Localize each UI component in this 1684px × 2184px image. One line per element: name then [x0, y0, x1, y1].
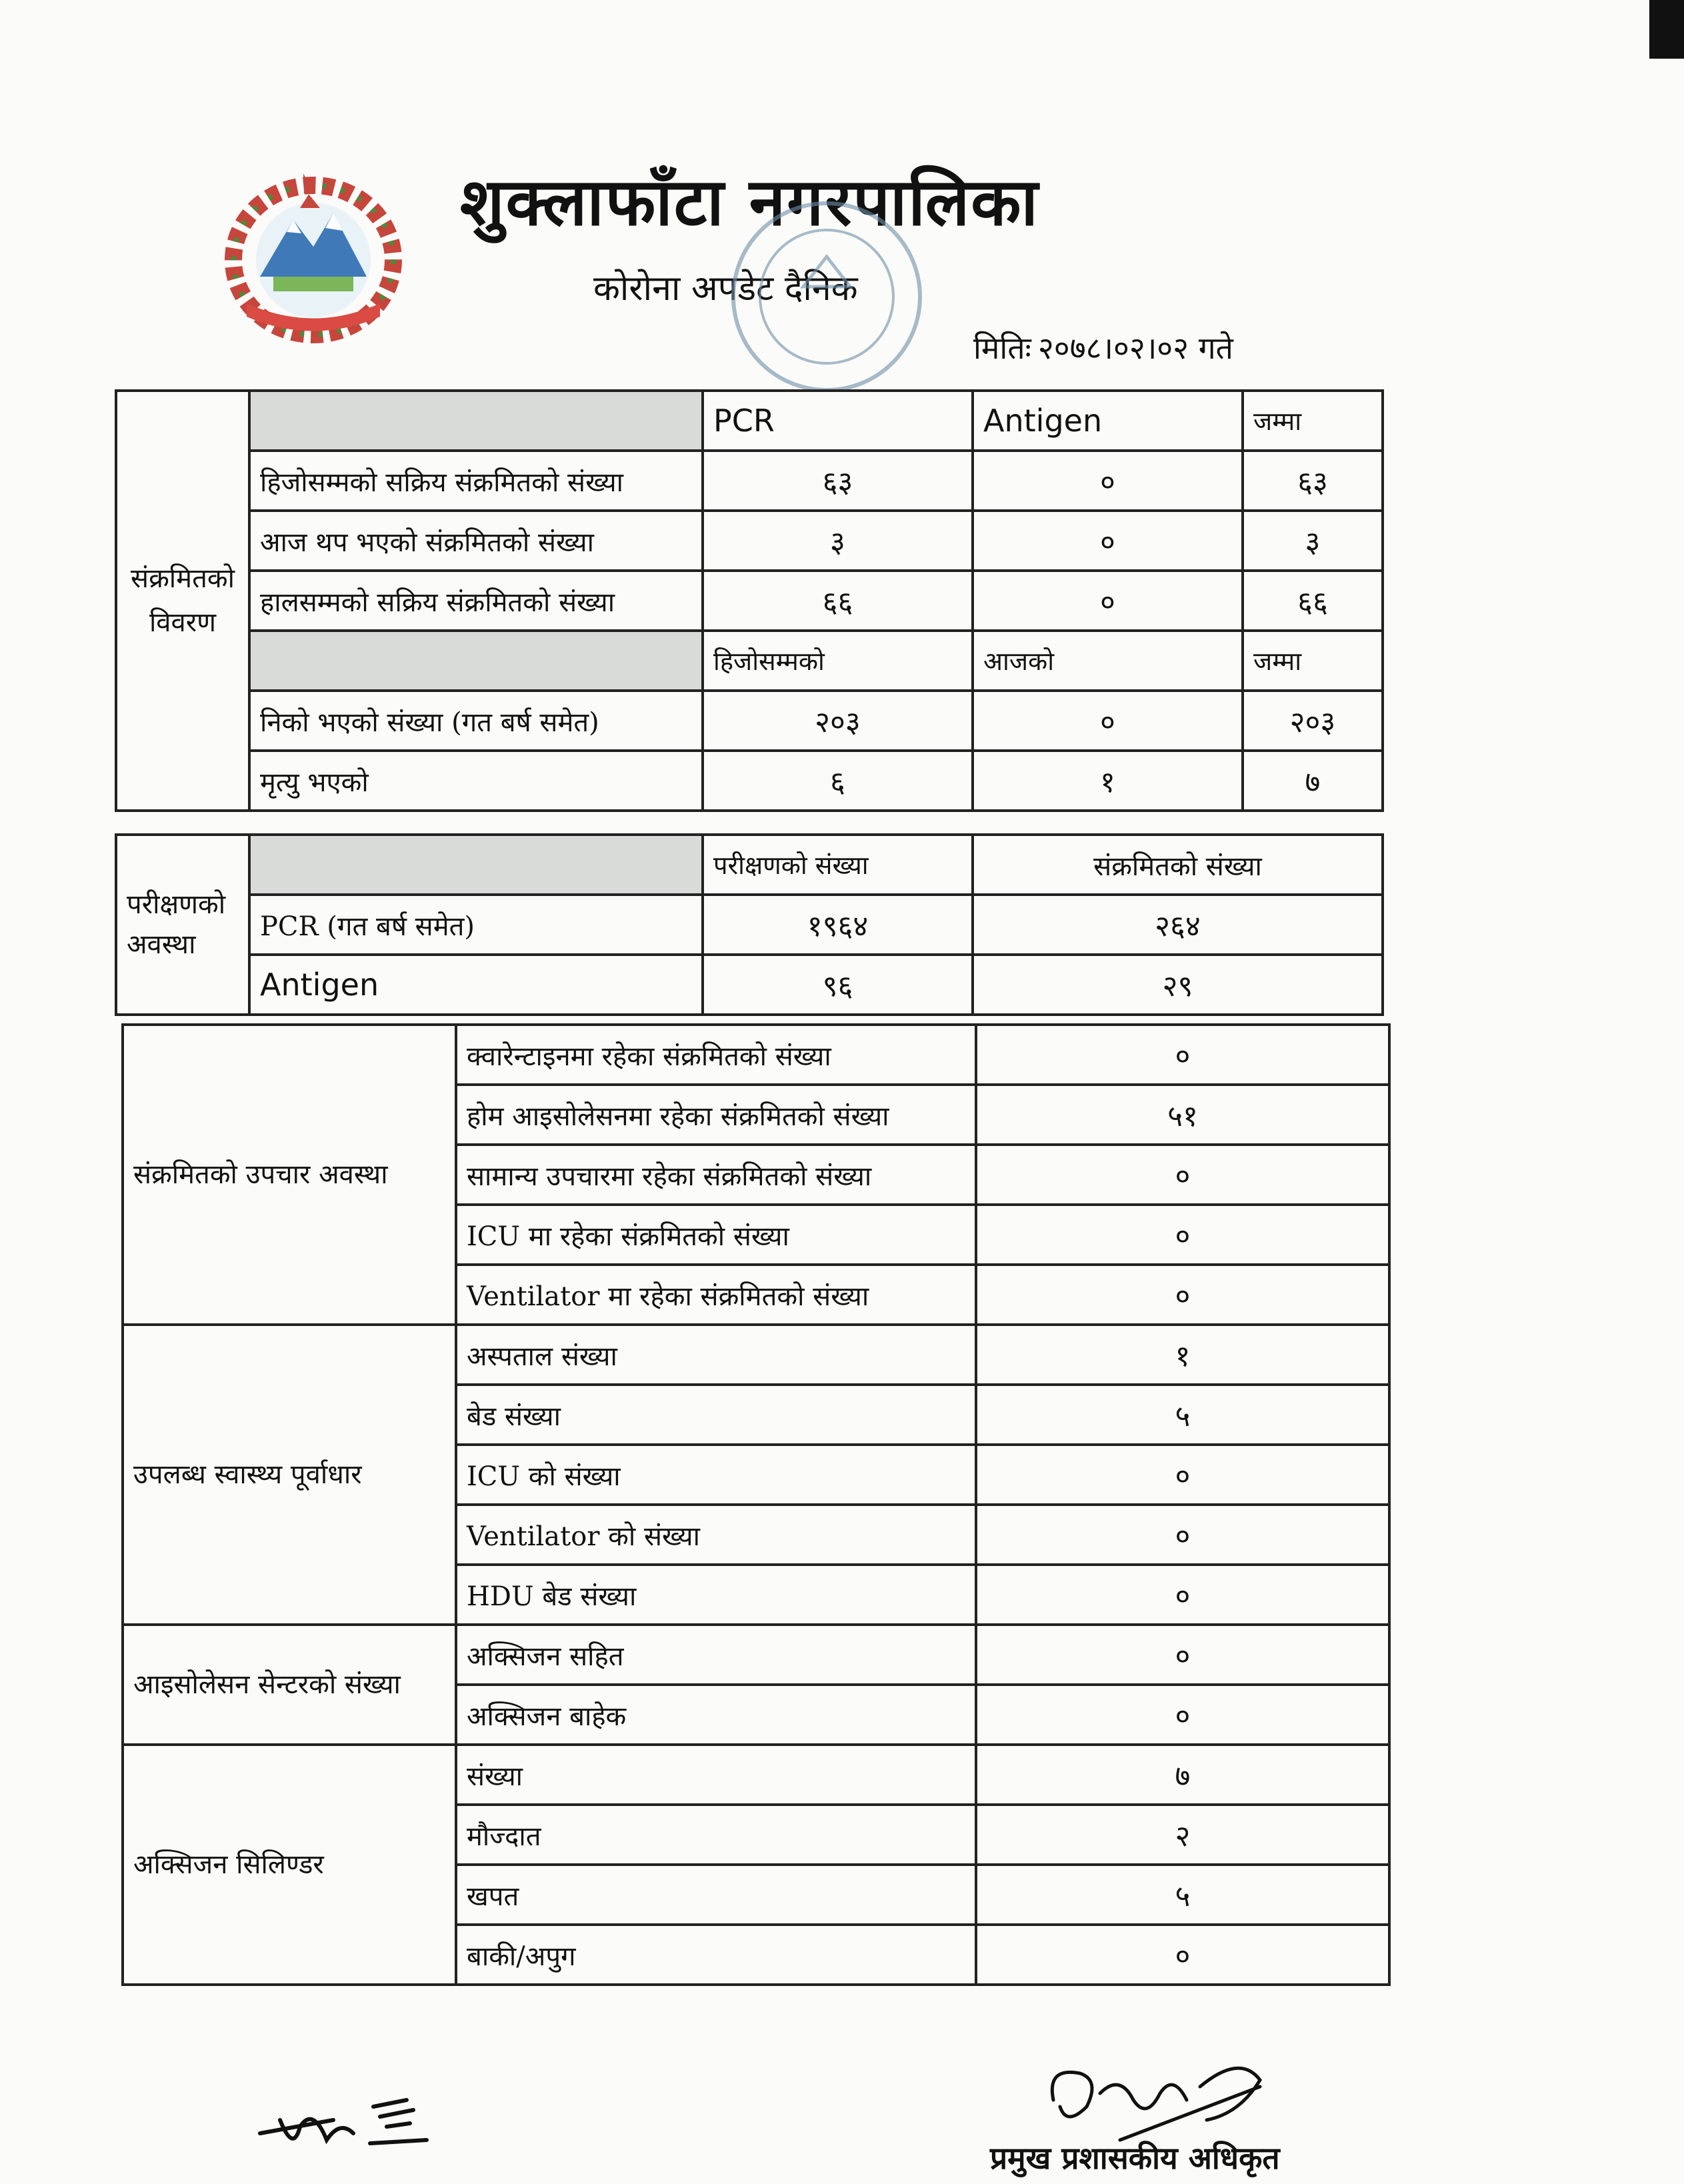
- total-value: २०३: [1243, 691, 1383, 751]
- row-value: ०: [976, 1445, 1389, 1505]
- table-row: [116, 751, 1383, 811]
- blank-header-cell: [249, 391, 703, 451]
- office-stamp-icon: [723, 193, 930, 400]
- group-label: संक्रमितको विवरण: [116, 391, 249, 811]
- col-header-total: जम्मा: [1243, 631, 1383, 691]
- testing-status-table: [115, 833, 1384, 1016]
- table-row: [116, 691, 1383, 751]
- section-label: संक्रमितको उपचार अवस्था: [123, 1025, 456, 1325]
- yesterday-value: ६: [703, 751, 973, 811]
- group-label: परीक्षणको अवस्था: [116, 835, 249, 1015]
- table-row: [116, 391, 1383, 451]
- pcr-value: ६३: [703, 451, 973, 511]
- pcr-value: ३: [703, 511, 973, 571]
- row-label: मौज्दात: [456, 1805, 976, 1865]
- row-value: ५१: [976, 1085, 1389, 1145]
- row-value: ०: [976, 1925, 1389, 1985]
- row-label: हालसम्मको सक्रिय संक्रमितको संख्या: [249, 571, 703, 631]
- table-row: [116, 895, 1383, 955]
- row-label: संख्या: [456, 1745, 976, 1805]
- total-value: ७: [1243, 751, 1383, 811]
- row-label: क्वारेन्टाइनमा रहेका संक्रमितको संख्या: [456, 1025, 976, 1085]
- row-label: HDU बेड संख्या: [456, 1565, 976, 1625]
- row-value: ०: [976, 1205, 1389, 1265]
- infected-value: २६४: [973, 895, 1383, 955]
- row-label: आज थप भएको संक्रमितको संख्या: [249, 511, 703, 571]
- page-title: शुक्लाफाँटा नगरपालिका: [460, 164, 1039, 241]
- date-value: २०७८।०२।०२ गते: [1037, 330, 1233, 366]
- table-row: [116, 955, 1383, 1015]
- page-subtitle: कोरोना अपडेट दैनिक: [593, 269, 858, 309]
- today-value: १: [973, 751, 1243, 811]
- table-row: [116, 451, 1383, 511]
- row-value: १: [976, 1325, 1389, 1385]
- row-label: Antigen: [249, 955, 703, 1015]
- total-value: ६६: [1243, 571, 1383, 631]
- date-label: मितिः: [973, 330, 1031, 366]
- col-header-total: जम्मा: [1243, 391, 1383, 451]
- table-row: [123, 1745, 1389, 1805]
- row-value: ०: [976, 1145, 1389, 1205]
- row-value: ५: [976, 1865, 1389, 1925]
- col-header-infected: संक्रमितको संख्या: [973, 835, 1383, 895]
- row-value: ५: [976, 1385, 1389, 1445]
- scan-edge-bar: [1649, 0, 1684, 59]
- pcr-value: ६६: [703, 571, 973, 631]
- row-value: ७: [976, 1745, 1389, 1805]
- row-label: मृत्यु भएको: [249, 751, 703, 811]
- row-label: PCR (गत बर्ष समेत): [249, 895, 703, 955]
- table-row: [116, 511, 1383, 571]
- total-value: ३: [1243, 511, 1383, 571]
- today-value: ०: [973, 691, 1243, 751]
- row-label: Ventilator को संख्या: [456, 1505, 976, 1565]
- row-label: अक्सिजन बाहेक: [456, 1685, 976, 1745]
- infected-details-table: [115, 389, 1384, 812]
- row-value: ०: [976, 1505, 1389, 1565]
- row-label: हिजोसम्मको सक्रिय संक्रमितको संख्या: [249, 451, 703, 511]
- row-label: बाकी/अपुग: [456, 1925, 976, 1985]
- row-label: अक्सिजन सहित: [456, 1625, 976, 1685]
- row-label: होम आइसोलेसनमा रहेका संक्रमितको संख्या: [456, 1085, 976, 1145]
- col-header-today: आजको: [973, 631, 1243, 691]
- signature-right-icon: [1040, 2047, 1293, 2147]
- section-label: उपलब्ध स्वास्थ्य पूर्वाधार: [123, 1325, 456, 1625]
- nepal-emblem-icon: [220, 167, 407, 343]
- tests-value: १९६४: [703, 895, 973, 955]
- row-label: Ventilator मा रहेका संक्रमितको संख्या: [456, 1265, 976, 1325]
- facilities-table: [121, 1023, 1391, 1986]
- total-value: ६३: [1243, 451, 1383, 511]
- section-label: अक्सिजन सिलिण्डर: [123, 1745, 456, 1985]
- row-value: ०: [976, 1265, 1389, 1325]
- col-header-yesterday: हिजोसम्मको: [703, 631, 973, 691]
- row-label: ICU को संख्या: [456, 1445, 976, 1505]
- yesterday-value: २०३: [703, 691, 973, 751]
- col-header-pcr: PCR: [703, 391, 973, 451]
- signature-left-icon: [253, 2080, 447, 2160]
- table-row: [116, 835, 1383, 895]
- report-date: [973, 327, 1347, 368]
- table-row: [116, 631, 1383, 691]
- row-value: ०: [976, 1025, 1389, 1085]
- row-label: बेड संख्या: [456, 1385, 976, 1445]
- table-row: [123, 1625, 1389, 1685]
- section-label: आइसोलेसन सेन्टरको संख्या: [123, 1625, 456, 1745]
- row-value: ०: [976, 1685, 1389, 1745]
- table-row: [116, 571, 1383, 631]
- officer-title: प्रमुख प्रशासकीय अधिकृत: [990, 2140, 1280, 2176]
- antigen-value: ०: [973, 511, 1243, 571]
- row-label: अस्पताल संख्या: [456, 1325, 976, 1385]
- row-value: ०: [976, 1625, 1389, 1685]
- row-value: ०: [976, 1565, 1389, 1625]
- col-header-tests: परीक्षणको संख्या: [703, 835, 973, 895]
- antigen-value: ०: [973, 571, 1243, 631]
- row-label: निको भएको संख्या (गत बर्ष समेत): [249, 691, 703, 751]
- col-header-antigen: Antigen: [973, 391, 1243, 451]
- table-row: [123, 1025, 1389, 1085]
- row-label: खपत: [456, 1865, 976, 1925]
- blank-header-cell: [249, 835, 703, 895]
- tests-value: ९६: [703, 955, 973, 1015]
- row-label: सामान्य उपचारमा रहेका संक्रमितको संख्या: [456, 1145, 976, 1205]
- infected-value: २९: [973, 955, 1383, 1015]
- row-label: ICU मा रहेका संक्रमितको संख्या: [456, 1205, 976, 1265]
- antigen-value: ०: [973, 451, 1243, 511]
- row-value: २: [976, 1805, 1389, 1865]
- table-row: [123, 1325, 1389, 1385]
- blank-header-cell: [249, 631, 703, 691]
